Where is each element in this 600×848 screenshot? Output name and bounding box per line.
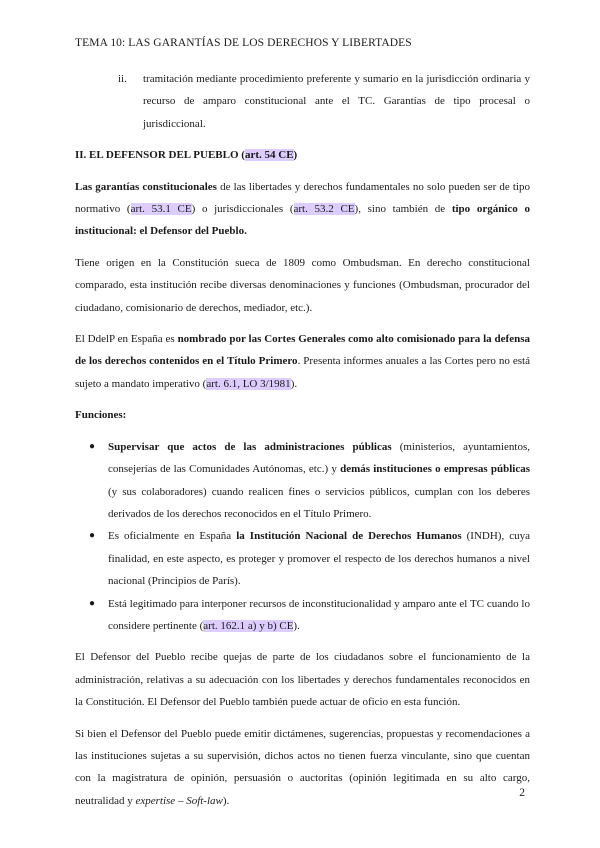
list-item: ● Supervisar que actos de las administraciones públicas (ministerios, ayuntamientos, consejerías de las Comunidades Autónomas, etc.) y demás instituciones o empresas públicas (y sus colaboradores) cuando realicen fines o servicios públicos, cumplan con los deberes derivados de los derechos reconocidos en el Título Primero. [75, 436, 530, 526]
paragraph-dictamenes: Si bien el Defensor del Pueblo puede emitir dictámenes, sugerencias, propuestas y recomendaciones a las instituciones sujetas a su supervisión, dichos actos no tienen fuerza vinculante, sino que cuentan con la magistratura de opinión, persuasión o auctoritas (opinión legitimada en su alto cargo, neutralidad y expertise – Soft-law). [75, 727, 530, 807]
paragraph-garantias: Las garantías constitucionales de las libertades y derechos fundamentales no solo pueden ser de tipo normativo (art. 53.1 CE) o jurisdiccionales (art. 53.2 CE), sino también de tipo orgánico o institucional: el Defensor del Pueblo. [75, 180, 530, 238]
article-reference[interactable]: art. 53.2 CE [293, 203, 355, 216]
article-reference[interactable]: art. 6.1, LO 3/1981 [206, 377, 291, 390]
bullet-icon: ● [89, 597, 96, 609]
section-title: II. EL DEFENSOR DEL PUEBLO (art. 54 CE) [75, 149, 298, 162]
page-number: 2 [519, 787, 525, 799]
page-header: TEMA 10: LAS GARANTÍAS DE LOS DERECHOS Y LIBERTADES [75, 37, 412, 49]
paragraph-ddelp: El DdelP en España es nombrado por las Cortes Generales como alto comisionado para la defensa de los derechos contenidos en el Título Primero. Presenta informes anuales a las Cortes pero no está sujeto a mandato imperativo (art. 6.1, LO 3/1981). [75, 333, 530, 390]
bullet-icon: ● [89, 530, 96, 542]
funciones-heading: Funciones: [75, 409, 127, 422]
list-item-ii [75, 68, 530, 135]
paragraph-origen: Tiene origen en la Constitución sueca de 1809 como Ombudsman. En derecho constitucional comparado, esta institución recibe diversas denominaciones y funciones (Ombudsman, procurador del ciudadano, comisionario de derechos, mediador, etc.). [75, 256, 530, 314]
list-item: ● Está legitimado para interponer recursos de inconstitucionalidad y amparo ante el TC cuando lo considere pertinente (art. 162.1 a) y b) CE). [75, 593, 530, 638]
funciones-list [75, 436, 530, 638]
page-content [75, 68, 530, 821]
bullet-icon: ● [89, 440, 96, 452]
paragraph-quejas: El Defensor del Pueblo recibe quejas de parte de los ciudadanos sobre el funcionamiento de la administración, relativas a su adecuación con los libertades y derechos fundamentales reconocidos en la Constitución. El Defensor del Pueblo también puede actuar de oficio en esta función. [75, 651, 530, 709]
article-reference[interactable]: art. 162.1 a) y b) CE [203, 619, 294, 632]
list-item-text: tramitación mediante procedimiento preferente y sumario en la jurisdicción ordinaria y recurso de amparo constitucional ante el TC. Garantías de tipo procesal o jurisdiccional. [143, 73, 530, 130]
article-reference[interactable]: art. 53.1 CE [130, 203, 192, 216]
article-reference[interactable]: art. 54 CE [244, 149, 294, 162]
list-number: ii. [118, 73, 127, 85]
list-item: ● Es oficialmente en España la Institución Nacional de Derechos Humanos (INDH), cuya finalidad, en este aspecto, es proteger y promover el respecto de los derechos humanos a nivel nacional (Principios de París). [75, 525, 530, 592]
